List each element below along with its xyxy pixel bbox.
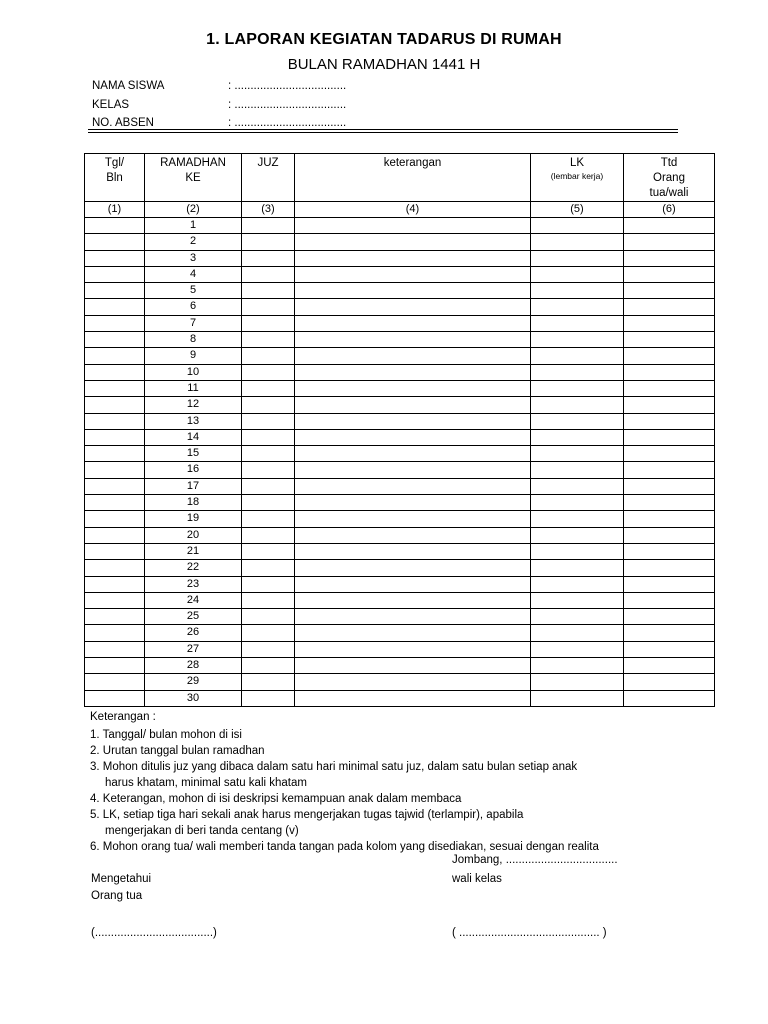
table-cell bbox=[624, 283, 715, 299]
identity-value: : ................................... bbox=[228, 80, 347, 92]
col-header-date: Tgl/ Bln bbox=[85, 154, 145, 202]
col-header-lk-sub: (lembar kerja) bbox=[550, 171, 604, 181]
table-cell bbox=[531, 429, 624, 445]
col-header-juz: JUZ bbox=[242, 154, 295, 202]
table-cell bbox=[85, 380, 145, 396]
table-cell bbox=[624, 397, 715, 413]
table-cell bbox=[295, 609, 531, 625]
table-cell bbox=[295, 690, 531, 706]
table-cell bbox=[242, 332, 295, 348]
table-cell bbox=[295, 462, 531, 478]
ramadhan-day-cell: 15 bbox=[145, 446, 242, 462]
table-cell bbox=[242, 495, 295, 511]
signature-right-label: wali kelas bbox=[452, 873, 502, 885]
table-cell bbox=[85, 283, 145, 299]
table-row bbox=[85, 495, 715, 511]
ramadhan-day-cell: 4 bbox=[145, 266, 242, 282]
table-cell bbox=[531, 674, 624, 690]
ramadhan-day-cell: 24 bbox=[145, 592, 242, 608]
table-cell bbox=[242, 299, 295, 315]
ramadhan-day-cell: 12 bbox=[145, 397, 242, 413]
table-cell bbox=[295, 658, 531, 674]
column-number: (5) bbox=[531, 202, 624, 218]
table-cell bbox=[531, 364, 624, 380]
ramadhan-day-cell: 7 bbox=[145, 315, 242, 331]
column-number: (2) bbox=[145, 202, 242, 218]
table-cell bbox=[85, 348, 145, 364]
ramadhan-day-cell: 21 bbox=[145, 543, 242, 559]
table-cell bbox=[85, 527, 145, 543]
table-cell bbox=[531, 299, 624, 315]
table-cell bbox=[624, 609, 715, 625]
table-cell bbox=[531, 511, 624, 527]
table-cell bbox=[295, 234, 531, 250]
table-cell bbox=[531, 446, 624, 462]
table-row bbox=[85, 380, 715, 396]
table-cell bbox=[624, 543, 715, 559]
table-cell bbox=[295, 364, 531, 380]
ramadhan-day-cell: 14 bbox=[145, 429, 242, 445]
ramadhan-day-cell: 25 bbox=[145, 609, 242, 625]
table-cell bbox=[85, 462, 145, 478]
table-cell bbox=[531, 592, 624, 608]
table-cell bbox=[242, 592, 295, 608]
table-cell bbox=[295, 283, 531, 299]
table-cell bbox=[531, 641, 624, 657]
table-cell bbox=[624, 380, 715, 396]
table-cell bbox=[242, 446, 295, 462]
table-cell bbox=[624, 332, 715, 348]
table-cell bbox=[85, 234, 145, 250]
table-row bbox=[85, 625, 715, 641]
tadarus-table bbox=[84, 153, 715, 707]
table-cell bbox=[531, 250, 624, 266]
note-line: 1. Tanggal/ bulan mohon di isi bbox=[90, 729, 242, 741]
table-cell bbox=[295, 511, 531, 527]
table-row bbox=[85, 511, 715, 527]
table-cell bbox=[295, 332, 531, 348]
table-cell bbox=[531, 266, 624, 282]
page-subtitle: BULAN RAMADHAN 1441 H bbox=[287, 56, 481, 73]
table-row bbox=[85, 283, 715, 299]
table-cell bbox=[531, 397, 624, 413]
column-number: (1) bbox=[85, 202, 145, 218]
table-row bbox=[85, 690, 715, 706]
table-cell bbox=[624, 446, 715, 462]
note-line: harus khatam, minimal satu kali khatam bbox=[105, 777, 307, 789]
table-header-row bbox=[85, 154, 715, 202]
ramadhan-day-cell: 8 bbox=[145, 332, 242, 348]
table-cell bbox=[295, 641, 531, 657]
ramadhan-day-cell: 3 bbox=[145, 250, 242, 266]
table-cell bbox=[242, 380, 295, 396]
notes-list bbox=[90, 727, 730, 855]
table-cell bbox=[624, 250, 715, 266]
table-cell bbox=[295, 592, 531, 608]
notes-heading: Keterangan : bbox=[90, 711, 156, 723]
table-cell bbox=[85, 560, 145, 576]
note-line: 5. LK, setiap tiga hari sekali anak harus mengerjakan tugas tajwid (terlampir), apabila bbox=[90, 809, 524, 821]
signature-right-blank: ( ............................................ ) bbox=[452, 927, 607, 939]
table-cell bbox=[624, 315, 715, 331]
column-number: (3) bbox=[242, 202, 295, 218]
table-cell bbox=[242, 674, 295, 690]
table-cell bbox=[242, 413, 295, 429]
table-cell bbox=[624, 266, 715, 282]
ramadhan-day-cell: 23 bbox=[145, 576, 242, 592]
table-cell bbox=[85, 446, 145, 462]
signature-left-label-1: Mengetahui bbox=[91, 873, 152, 885]
table-row bbox=[85, 315, 715, 331]
table-cell bbox=[624, 218, 715, 234]
table-cell bbox=[85, 332, 145, 348]
table-cell bbox=[85, 250, 145, 266]
ramadhan-day-cell: 17 bbox=[145, 478, 242, 494]
table-cell bbox=[242, 462, 295, 478]
table-cell bbox=[85, 690, 145, 706]
table-cell bbox=[531, 625, 624, 641]
ramadhan-day-cell: 1 bbox=[145, 218, 242, 234]
table-cell bbox=[295, 576, 531, 592]
page-title: 1. LAPORAN KEGIATAN TADARUS DI RUMAH bbox=[206, 31, 562, 48]
table-cell bbox=[531, 332, 624, 348]
notes-section bbox=[90, 709, 730, 855]
double-divider bbox=[88, 129, 678, 133]
table-cell bbox=[624, 560, 715, 576]
ramadhan-day-cell: 16 bbox=[145, 462, 242, 478]
identity-row-name bbox=[92, 77, 682, 96]
table-cell bbox=[85, 511, 145, 527]
table-cell bbox=[531, 283, 624, 299]
table-cell bbox=[295, 625, 531, 641]
identity-value: : ................................... bbox=[228, 98, 347, 111]
table-cell bbox=[242, 609, 295, 625]
table-cell bbox=[85, 315, 145, 331]
table-cell bbox=[295, 397, 531, 413]
ramadhan-day-cell: 27 bbox=[145, 641, 242, 657]
table-cell bbox=[242, 690, 295, 706]
table-row bbox=[85, 250, 715, 266]
table-row bbox=[85, 576, 715, 592]
table-cell bbox=[85, 543, 145, 559]
table-row bbox=[85, 266, 715, 282]
table-cell bbox=[624, 495, 715, 511]
table-row bbox=[85, 462, 715, 478]
table-cell bbox=[242, 658, 295, 674]
table-cell bbox=[85, 609, 145, 625]
signature-left-label-2: Orang tua bbox=[91, 890, 143, 902]
ramadhan-day-cell: 13 bbox=[145, 413, 242, 429]
table-row bbox=[85, 429, 715, 445]
table-cell bbox=[531, 543, 624, 559]
table-cell bbox=[624, 462, 715, 478]
table-cell bbox=[85, 266, 145, 282]
table-row bbox=[85, 348, 715, 364]
table-cell bbox=[624, 625, 715, 641]
ramadhan-day-cell: 30 bbox=[145, 690, 242, 706]
table-cell bbox=[531, 315, 624, 331]
table-body bbox=[85, 202, 715, 707]
table-cell bbox=[85, 674, 145, 690]
table-cell bbox=[295, 380, 531, 396]
table-cell bbox=[295, 478, 531, 494]
table-cell bbox=[295, 495, 531, 511]
table-row bbox=[85, 299, 715, 315]
table-cell bbox=[242, 429, 295, 445]
table-cell bbox=[242, 478, 295, 494]
table-cell bbox=[242, 543, 295, 559]
table-row bbox=[85, 543, 715, 559]
table-cell bbox=[242, 511, 295, 527]
table-cell bbox=[85, 429, 145, 445]
table-cell bbox=[295, 266, 531, 282]
ramadhan-day-cell: 26 bbox=[145, 625, 242, 641]
ramadhan-day-cell: 28 bbox=[145, 658, 242, 674]
table-cell bbox=[531, 576, 624, 592]
ramadhan-day-cell: 18 bbox=[145, 495, 242, 511]
table-cell bbox=[531, 218, 624, 234]
table-cell bbox=[531, 690, 624, 706]
table-cell bbox=[295, 527, 531, 543]
table-row bbox=[85, 592, 715, 608]
table-cell bbox=[624, 511, 715, 527]
column-number: (4) bbox=[295, 202, 531, 218]
table-row bbox=[85, 413, 715, 429]
table-cell bbox=[242, 364, 295, 380]
table-cell bbox=[242, 527, 295, 543]
table-cell bbox=[624, 641, 715, 657]
table-cell bbox=[242, 576, 295, 592]
table-cell bbox=[295, 446, 531, 462]
table-row bbox=[85, 641, 715, 657]
table-cell bbox=[531, 413, 624, 429]
ramadhan-day-cell: 9 bbox=[145, 348, 242, 364]
table-cell bbox=[624, 413, 715, 429]
student-identity bbox=[92, 77, 682, 133]
table-row bbox=[85, 218, 715, 234]
table-cell bbox=[85, 299, 145, 315]
ramadhan-day-cell: 29 bbox=[145, 674, 242, 690]
col-header-notes: keterangan bbox=[295, 154, 531, 202]
ramadhan-day-cell: 11 bbox=[145, 380, 242, 396]
ramadhan-day-cell: 5 bbox=[145, 283, 242, 299]
table-cell bbox=[295, 299, 531, 315]
table-row bbox=[85, 397, 715, 413]
table-cell bbox=[624, 478, 715, 494]
table-cell bbox=[85, 495, 145, 511]
note-line: 6. Mohon orang tua/ wali memberi tanda tangan pada kolom yang disediakan, sesuai dengan realita bbox=[90, 841, 599, 853]
ramadhan-day-cell: 2 bbox=[145, 234, 242, 250]
ramadhan-day-cell: 10 bbox=[145, 364, 242, 380]
table-cell bbox=[531, 560, 624, 576]
table-cell bbox=[85, 478, 145, 494]
note-line: mengerjakan di beri tanda centang (v) bbox=[105, 825, 299, 837]
table-cell bbox=[531, 234, 624, 250]
col-header-ramadhan-day: RAMADHAN KE bbox=[145, 154, 242, 202]
table-cell bbox=[624, 234, 715, 250]
table-row bbox=[85, 446, 715, 462]
table-row bbox=[85, 478, 715, 494]
table-cell bbox=[295, 429, 531, 445]
table-cell bbox=[242, 250, 295, 266]
table-cell bbox=[531, 527, 624, 543]
table-cell bbox=[295, 674, 531, 690]
table-cell bbox=[242, 283, 295, 299]
table-cell bbox=[242, 641, 295, 657]
table-cell bbox=[295, 543, 531, 559]
table-cell bbox=[85, 364, 145, 380]
table-cell bbox=[242, 315, 295, 331]
table-cell bbox=[242, 266, 295, 282]
table-row bbox=[85, 609, 715, 625]
table-row bbox=[85, 658, 715, 674]
table-cell bbox=[242, 348, 295, 364]
note-line: 3. Mohon ditulis juz yang dibaca dalam satu hari minimal satu juz, dalam satu bulan setiap anak bbox=[90, 761, 578, 773]
table-cell bbox=[242, 218, 295, 234]
table-cell bbox=[85, 576, 145, 592]
table-cell bbox=[295, 218, 531, 234]
table-cell bbox=[295, 315, 531, 331]
table-cell bbox=[624, 364, 715, 380]
table-cell bbox=[624, 576, 715, 592]
table-cell bbox=[242, 560, 295, 576]
table-cell bbox=[624, 658, 715, 674]
ramadhan-day-cell: 19 bbox=[145, 511, 242, 527]
table-row bbox=[85, 674, 715, 690]
table-cell bbox=[531, 478, 624, 494]
table-cell bbox=[624, 429, 715, 445]
table-cell bbox=[531, 380, 624, 396]
table-cell bbox=[531, 348, 624, 364]
col-header-signature: Ttd Orang tua/wali bbox=[624, 154, 715, 202]
table-cell bbox=[531, 658, 624, 674]
table-cell bbox=[85, 592, 145, 608]
identity-label: NO. ABSEN bbox=[92, 117, 154, 129]
table-cell bbox=[295, 250, 531, 266]
identity-value: : ................................... bbox=[228, 117, 347, 129]
table-cell bbox=[85, 413, 145, 429]
column-number: (6) bbox=[624, 202, 715, 218]
table-cell bbox=[531, 495, 624, 511]
table-row bbox=[85, 234, 715, 250]
col-header-lk: LK (lembar kerja) bbox=[531, 154, 624, 202]
table-cell bbox=[531, 462, 624, 478]
identity-label: KELAS bbox=[92, 98, 130, 111]
note-line: 2. Urutan tanggal bulan ramadhan bbox=[90, 745, 265, 757]
table-cell bbox=[242, 397, 295, 413]
column-number-row bbox=[85, 202, 715, 218]
table-row bbox=[85, 527, 715, 543]
table-cell bbox=[85, 397, 145, 413]
table-cell bbox=[85, 218, 145, 234]
ramadhan-day-cell: 22 bbox=[145, 560, 242, 576]
table-cell bbox=[295, 348, 531, 364]
table-cell bbox=[624, 348, 715, 364]
table-cell bbox=[624, 674, 715, 690]
table-cell bbox=[85, 625, 145, 641]
table-row bbox=[85, 560, 715, 576]
ramadhan-day-cell: 6 bbox=[145, 299, 242, 315]
ramadhan-day-cell: 20 bbox=[145, 527, 242, 543]
signature-left-blank: (.....................................) bbox=[91, 927, 217, 939]
identity-label: NAMA SISWA bbox=[92, 80, 165, 92]
table-cell bbox=[624, 527, 715, 543]
table-cell bbox=[531, 609, 624, 625]
table-cell bbox=[85, 658, 145, 674]
table-row bbox=[85, 364, 715, 380]
table-row bbox=[85, 332, 715, 348]
table-cell bbox=[295, 560, 531, 576]
table-cell bbox=[242, 625, 295, 641]
table-cell bbox=[624, 690, 715, 706]
table-cell bbox=[242, 234, 295, 250]
table-cell bbox=[295, 413, 531, 429]
table-cell bbox=[624, 592, 715, 608]
table-cell bbox=[85, 641, 145, 657]
place-date-line: Jombang, ................................... bbox=[452, 854, 618, 866]
identity-row-class bbox=[92, 96, 682, 115]
table-cell bbox=[624, 299, 715, 315]
note-line: 4. Keterangan, mohon di isi deskripsi kemampuan anak dalam membaca bbox=[90, 793, 462, 805]
